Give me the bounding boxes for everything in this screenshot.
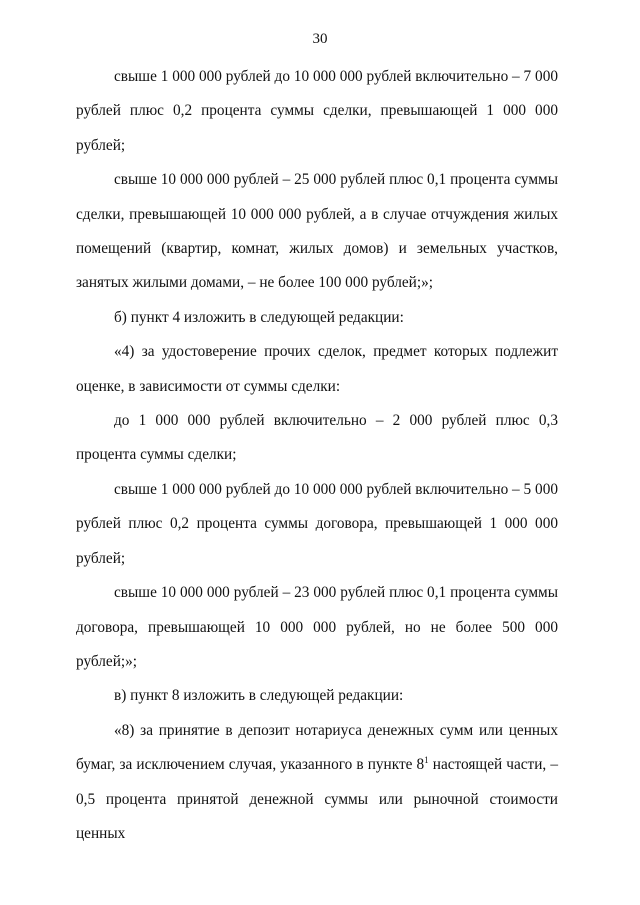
paragraph-point-8 [76,714,558,852]
paragraph-item-b: б) пункт 4 изложить в следующей редакции: [114,308,404,326]
superscript-marker: 1 [424,755,429,766]
paragraph-tariff-over-10m: свыше 10 000 000 рублей – 25 000 рублей плюс 0,1 процента суммы сделки, превышающей 10 000 000 рублей, а в случае отчуждения жилых помещений (квартир, комнат, жилых домов) и земельных участков, занятых жилыми домами, – не более 100 000 рублей;»; [76,171,558,292]
document-body [76,60,558,851]
point-8-text-end: настоящей части, – 0,5 процента принятой денежной суммы или рыночной стоимости ценных [76,756,558,842]
paragraph-tariff-over-1m: свыше 1 000 000 рублей до 10 000 000 рублей включительно – 7 000 рублей плюс 0,2 процента суммы сделки, превышающей 1 000 000 рублей; [76,68,558,154]
paragraph-point-4: «4) за удостоверение прочих сделок, предмет которых подлежит оценке, в зависимости от суммы сделки: [76,343,558,395]
paragraph-contract-over-1m: свыше 1 000 000 рублей до 10 000 000 рублей включительно – 5 000 рублей плюс 0,2 процента суммы договора, превышающей 1 000 000 рублей; [76,480,558,567]
point-8-text-start: «8) за принятие в депозит нотариуса денежных сумм или ценных бумаг, за исключением случая, указанного в пункте 8 [76,721,558,774]
paragraph-item-v: в) пункт 8 изложить в следующей редакции: [114,687,404,705]
paragraph-contract-over-10m: свыше 10 000 000 рублей – 23 000 рублей плюс 0,1 процента суммы договора, превышающей 10 000 000 рублей, но не более 500 000 рублей;»; [76,584,558,670]
paragraph-up-to-1m: до 1 000 000 рублей включительно – 2 000 рублей плюс 0,3 процента суммы сделки; [76,412,558,464]
page-number: 30 [312,31,328,47]
